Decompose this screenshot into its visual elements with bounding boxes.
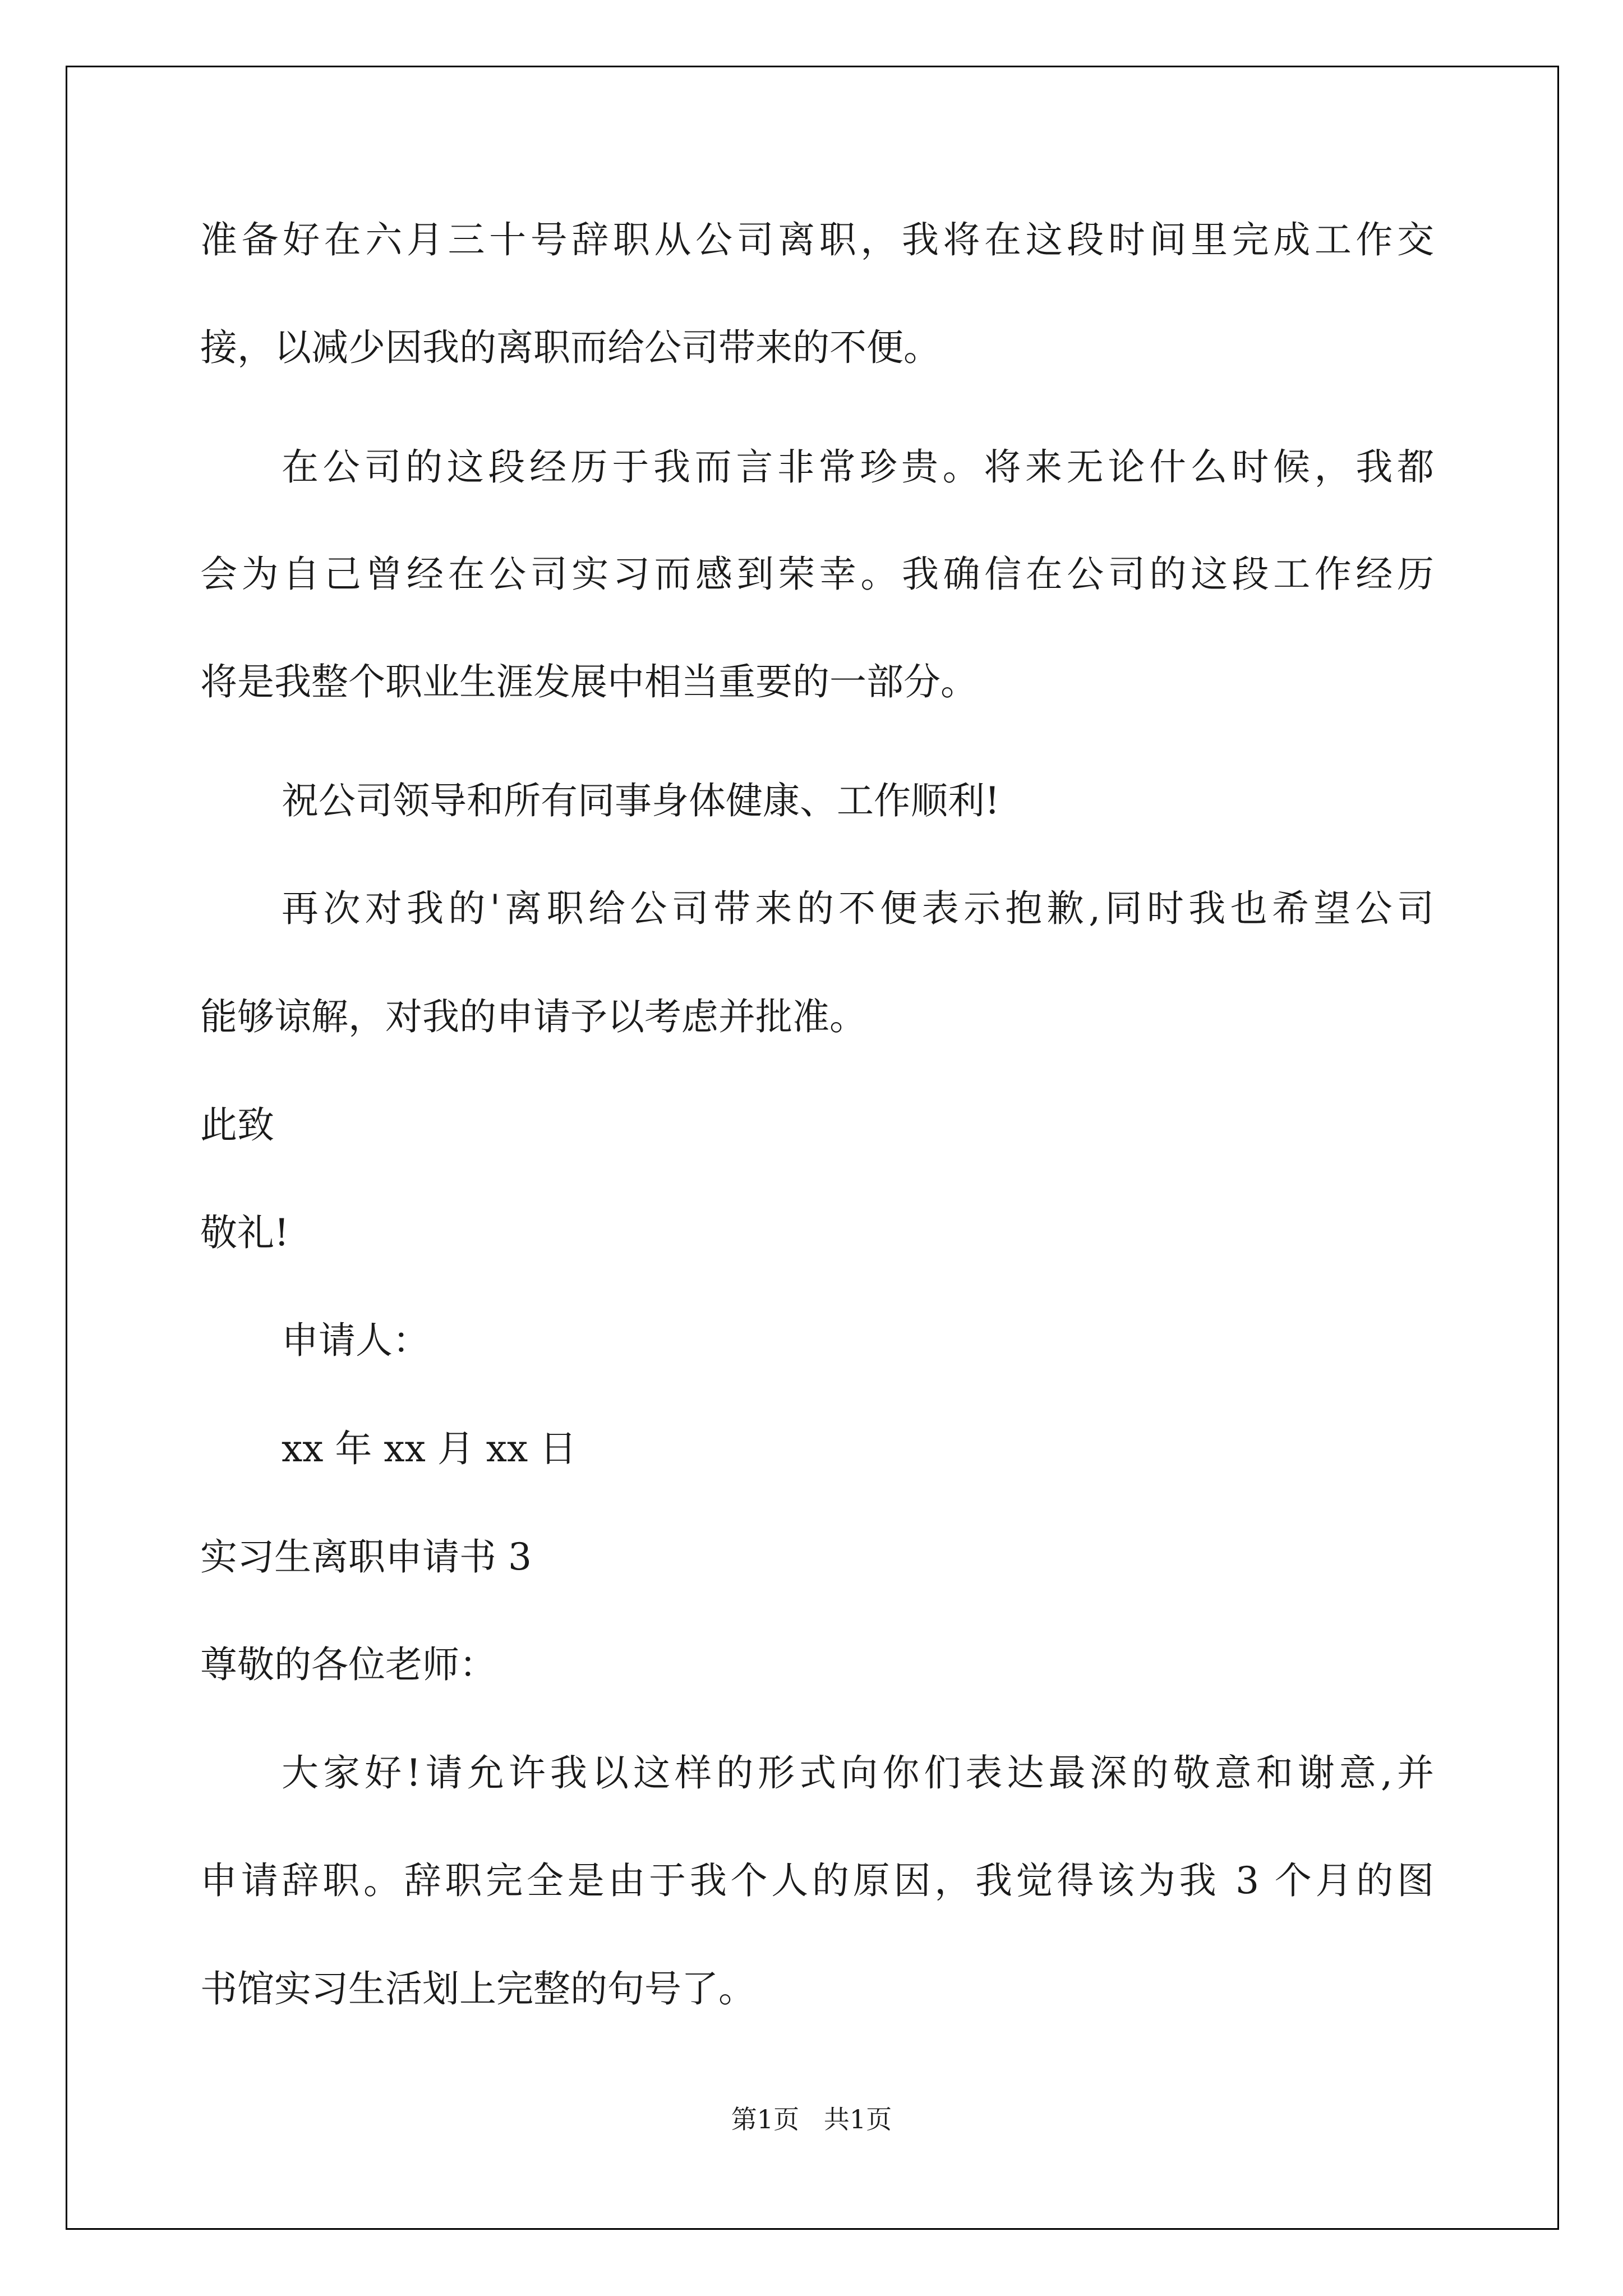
section-title: 实习生离职申请书 3: [200, 1535, 532, 1579]
closing-regards: 敬礼!: [200, 1211, 289, 1254]
paragraph-2-line-3: 将是我整个职业生涯发展中相当重要的一部分。: [200, 660, 978, 703]
closing-salutation: 此致: [200, 1103, 274, 1147]
paragraph-2-line-2: 会为自己曾经在公司实习而感到荣幸。我确信在公司的这段工作经历: [200, 553, 1434, 596]
page-footer: 第1页 共1页: [731, 2104, 892, 2134]
paragraph-4-line-1: 再次对我的'离职给公司带来的不便表示抱歉,同时我也希望公司: [282, 887, 1434, 930]
paragraph-1-line-1: 准备好在六月三十号辞职从公司离职，我将在这段时间里完成工作交: [200, 218, 1434, 261]
paragraph-4-line-2: 能够谅解，对我的申请予以考虑并批准。: [200, 995, 866, 1038]
date-line: xx 年 xx 月 xx 日: [282, 1427, 577, 1470]
paragraph-2-line-1: 在公司的这段经历于我而言非常珍贵。将来无论什么时候，我都: [282, 445, 1434, 489]
paragraph-5-line-1: 大家好!请允许我以这样的形式向你们表达最深的敬意和谢意,并: [282, 1751, 1434, 1795]
applicant-label: 申请人：: [282, 1319, 430, 1362]
greeting: 尊敬的各位老师：: [200, 1643, 496, 1686]
paragraph-5-line-2: 申请辞职。辞职完全是由于我个人的原因，我觉得该为我 3 个月的图: [200, 1859, 1434, 1902]
paragraph-1-line-2: 接，以减少因我的离职而给公司带来的不便。: [200, 326, 940, 369]
paragraph-3-line-1: 祝公司领导和所有同事身体健康、工作顺利!: [282, 779, 1000, 822]
paragraph-5-line-3: 书馆实习生活划上完整的句号了。: [200, 1967, 755, 2010]
